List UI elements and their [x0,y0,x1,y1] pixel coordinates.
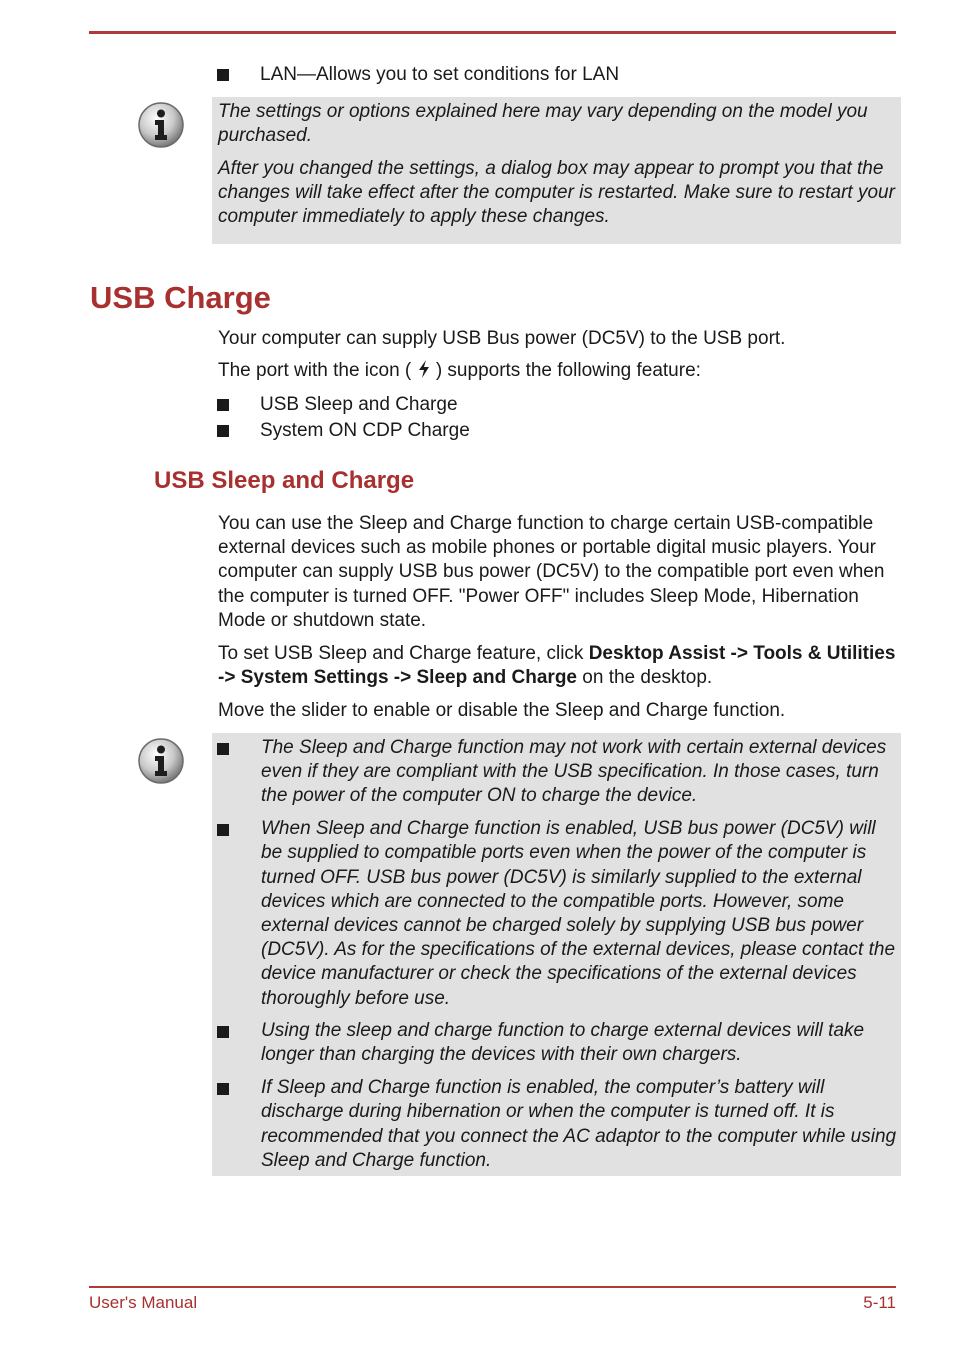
info-icon [137,737,185,785]
footer-manual-label: User's Manual [89,1293,198,1312]
note-text: After you changed the settings, a dialog box may appear to prompt you that the changes will take effect after the computer is restarted. Make sure to restart your computer immediately to apply these changes. [218,158,895,228]
paragraph [218,642,898,690]
note-list-item [212,1019,897,1067]
list-item [217,393,458,417]
bullet-square-icon [217,399,229,411]
section-title: USB Charge [90,280,271,315]
info-icon [137,101,185,149]
bullet-square-icon [217,1083,229,1095]
note-text: The Sleep and Charge function may not work with certain external devices even if they are compliant with the USB specification. In those cases, turn the power of the computer ON to charge the device. [261,737,887,807]
note-text: When Sleep and Charge function is enabled, USB bus power (DC5V) will be supplied to compatible ports even when the power of the computer is turned OFF. USB bus power (DC5V) is similarly supplied to the external devices which are connected to the compatible ports. However, some external devices cannot be charged solely by supplying USB bus power (DC5V). As for the specifications of the external devices, please contact the device manufacturer or check the specifications of the external devices thoroughly before use. [261,818,896,1009]
paragraph: Your computer can supply USB Bus power (DC5V) to the USB port. [218,328,786,349]
menu-path: Desktop Assist -> Tools & Utilities -> System Settings -> Sleep and Charge [218,643,896,689]
bullet-square-icon [217,425,229,437]
bullet-square-icon [217,1026,229,1038]
paragraph-text: ) supports the following feature: [435,360,701,381]
list-item-text: System ON CDP Charge [260,420,470,441]
list-item [217,63,619,87]
paragraph: Move the slider to enable or disable the Sleep and Charge function. [218,700,786,721]
paragraph-text: To set USB Sleep and Charge feature, click [218,643,589,664]
note-list [212,736,897,1181]
bullet-square-icon [217,824,229,836]
note-box [212,733,901,1176]
note-list-item [212,817,897,1011]
list-item-text: USB Sleep and Charge [260,394,458,415]
note-text: If Sleep and Charge function is enabled, the computer’s battery will discharge during hibernation or when the computer is turned off. It is recommended that you connect the AC adaptor to the computer while using Sleep and Charge function. [261,1077,897,1171]
subsection-title: USB Sleep and Charge [154,467,415,494]
bullet-square-icon [217,69,229,81]
page-number: 5-11 [863,1293,896,1312]
note-text: Using the sleep and charge function to charge external devices will take longer than charging the devices with their own chargers. [261,1020,865,1066]
paragraph-text: on the desktop. [577,667,713,689]
footer-rule [89,1286,896,1288]
note-box [212,97,901,244]
note-text: The settings or options explained here may vary depending on the model you purchased. [218,101,868,147]
paragraph: You can use the Sleep and Charge function to charge certain USB-compatible external devices such as mobile phones or portable digital music players. Your computer can supply USB bus power (DC5V) to the compatible port even when the computer is turned OFF. "Power OFF" includes Sleep Mode, Hibernation Mode or shutdown state. [218,513,885,631]
list-item [217,419,470,443]
list-item-text: LAN—Allows you to set conditions for LAN [260,64,620,85]
header-rule [89,31,896,34]
paragraph-text: The port with the icon ( [218,360,412,381]
paragraph [218,359,898,383]
note-list-item [212,1076,897,1173]
bullet-square-icon [217,743,229,755]
note-list-item [212,736,897,809]
usb-charge-lightning-icon [417,359,431,379]
